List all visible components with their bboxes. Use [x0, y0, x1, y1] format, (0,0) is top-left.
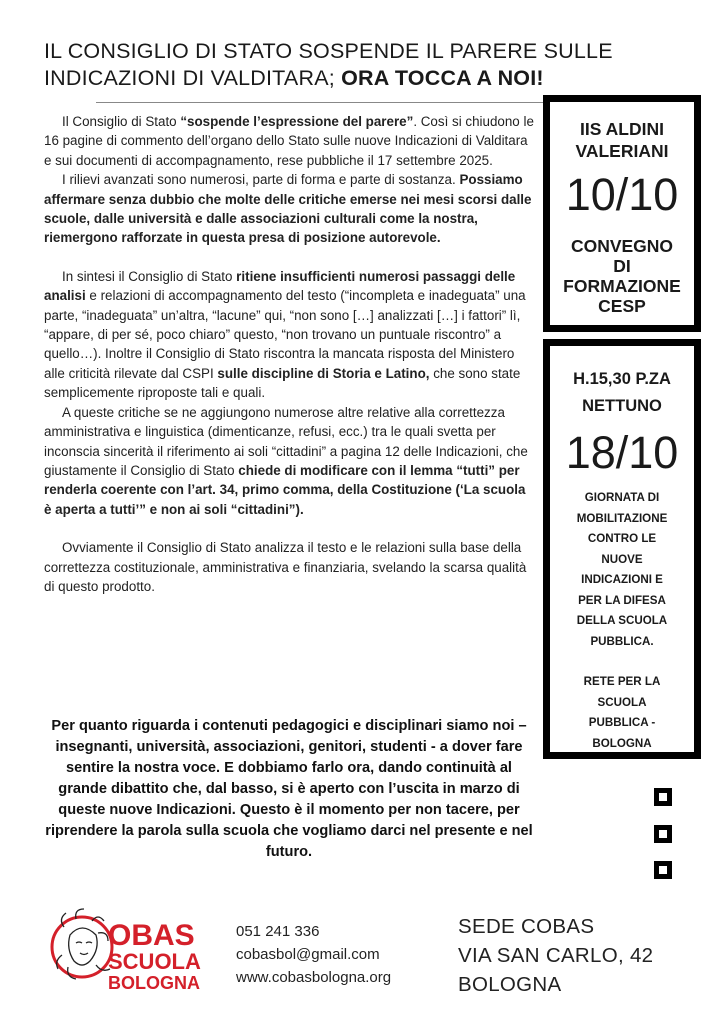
square-bullet-icon: [654, 825, 672, 843]
title-line-1: IL CONSIGLIO DI STATO SOSPENDE IL PARERE SULLE: [44, 39, 613, 63]
event-venue: IIS ALDINI VALERIANI: [575, 119, 669, 161]
title-line-2: INDICAZIONI DI VALDITARA;: [44, 66, 335, 90]
event-date: 10/10: [565, 169, 679, 220]
event-title: CONVEGNO DI FORMAZIONE CESP: [563, 236, 681, 316]
event-box-mobilitazione: [543, 339, 701, 759]
contact-info: [236, 920, 391, 989]
square-bullet-icon: [654, 861, 672, 879]
logo-text-scuola: SCUOLA: [108, 949, 201, 974]
event-organizer: RETE PER LA SCUOLA PUBBLICA - BOLOGNA: [583, 675, 661, 750]
paragraph-2: I rilievi avanzati sono numerosi, parte di forma e parte di sostanza. Possiamo affermare senza dubbio che molte delle critiche emerse nei mesi scorsi dalle scuole, dalle università e dalle associazioni culturali come la nostra, riemergono rafforzate in questa presa di posizione autorevole.: [44, 172, 532, 246]
closing-statement: Per quanto riguarda i contenuti pedagogici e disciplinari siamo noi – insegnanti, università, associazioni, genitori, studenti - a dover fare sentire la nostra voce. E dobbiamo farlo ora, dando continuità al grande dibattito che, dal basso, si è aperto con l’uscita in marzo di queste nuove Indicazioni. Questo è il momento per non tacere, per riprendere la parola sulla scuola che vogliamo darci nel presente e nel futuro.: [45, 718, 533, 860]
paragraph-1: Il Consiglio di Stato “sospende l’espressione del parere”. Così si chiudono le 16 pagine di commento dell’organo dello Stato sulle nuove Indicazioni di Valditara e sui documenti di accompagnamento, rese pubbliche il 17 settembre 2025.: [44, 114, 534, 168]
title-emphasis: ORA TOCCA A NOI!: [341, 66, 544, 90]
website-link: www.cobasbologna.org: [236, 969, 392, 986]
email-address: cobasbol@gmail.com: [236, 946, 380, 963]
paragraph-4: A queste critiche se ne aggiungono numerose altre relative alla correttezza amministrativa e linguistica (dimenticanze, refusi, ecc.) tra le quali svetta per inconscia sincerità il riferimento ai soli “cittadini” a pagina 12 delle Indicazioni, che giustamente il Consiglio di Stato chiede di modificare con il lemma “tutti” per renderla coerente con l’art. 34, primo comma, della Costituzione (‘La scuola è aperta a tutti’” e non ai soli “cittadini”).: [44, 404, 528, 517]
medusa-emblem-icon: [52, 909, 112, 979]
paragraph-3: In sintesi il Consiglio di Stato ritiene insufficienti numerosi passaggi delle analisi e relazioni di accompagnamento del testo (“incompleta e inadeguata” una parte, “inadeguata” un’altra, “lacune” qui, “non sono […] analizzati […] i fattori” lì, “appare, di per sé, poco chiaro” questo, “non trovano un puntuale riscontro” a quello…). Inoltre il Consiglio di Stato riscontra la mancata risposta del Ministero alle criticità rilevate dal CSPI sulle discipline di Storia e Latino, che sono state semplicemente riproposte tali e quali.: [44, 268, 526, 401]
phone-number: 051 241 336: [236, 923, 320, 940]
event-box-convegno: [543, 95, 701, 332]
address-line-3: BOLOGNA: [458, 973, 562, 996]
article-body: [44, 112, 534, 596]
address-line-1: SEDE COBAS: [458, 915, 595, 938]
cobas-logo: [48, 905, 216, 995]
address-line-2: VIA SAN CARLO, 42: [458, 944, 654, 967]
title-divider: [96, 102, 544, 103]
page-title: [44, 38, 684, 92]
square-bullet-icon: [654, 788, 672, 806]
event-time-place: H.15,30 P.ZA NETTUNO: [573, 370, 671, 415]
event-description: GIORNATA DI MOBILITAZIONE CONTRO LE NUOVE INDICAZIONI E PER LA DIFESA DELLA SCUOLA PUBBLICA.: [576, 491, 668, 648]
office-address: [458, 912, 653, 999]
paragraph-5: Ovviamente il Consiglio di Stato analizza il testo e le relazioni sulla base della correttezza costituzionale, amministrativa e finanziaria, svelando la scarsa qualità di questo prodotto.: [44, 540, 527, 594]
logo-text-bologna: BOLOGNA: [108, 973, 200, 993]
logo-text-cobas: OBAS: [108, 919, 195, 952]
event-date: 18/10: [565, 427, 679, 478]
